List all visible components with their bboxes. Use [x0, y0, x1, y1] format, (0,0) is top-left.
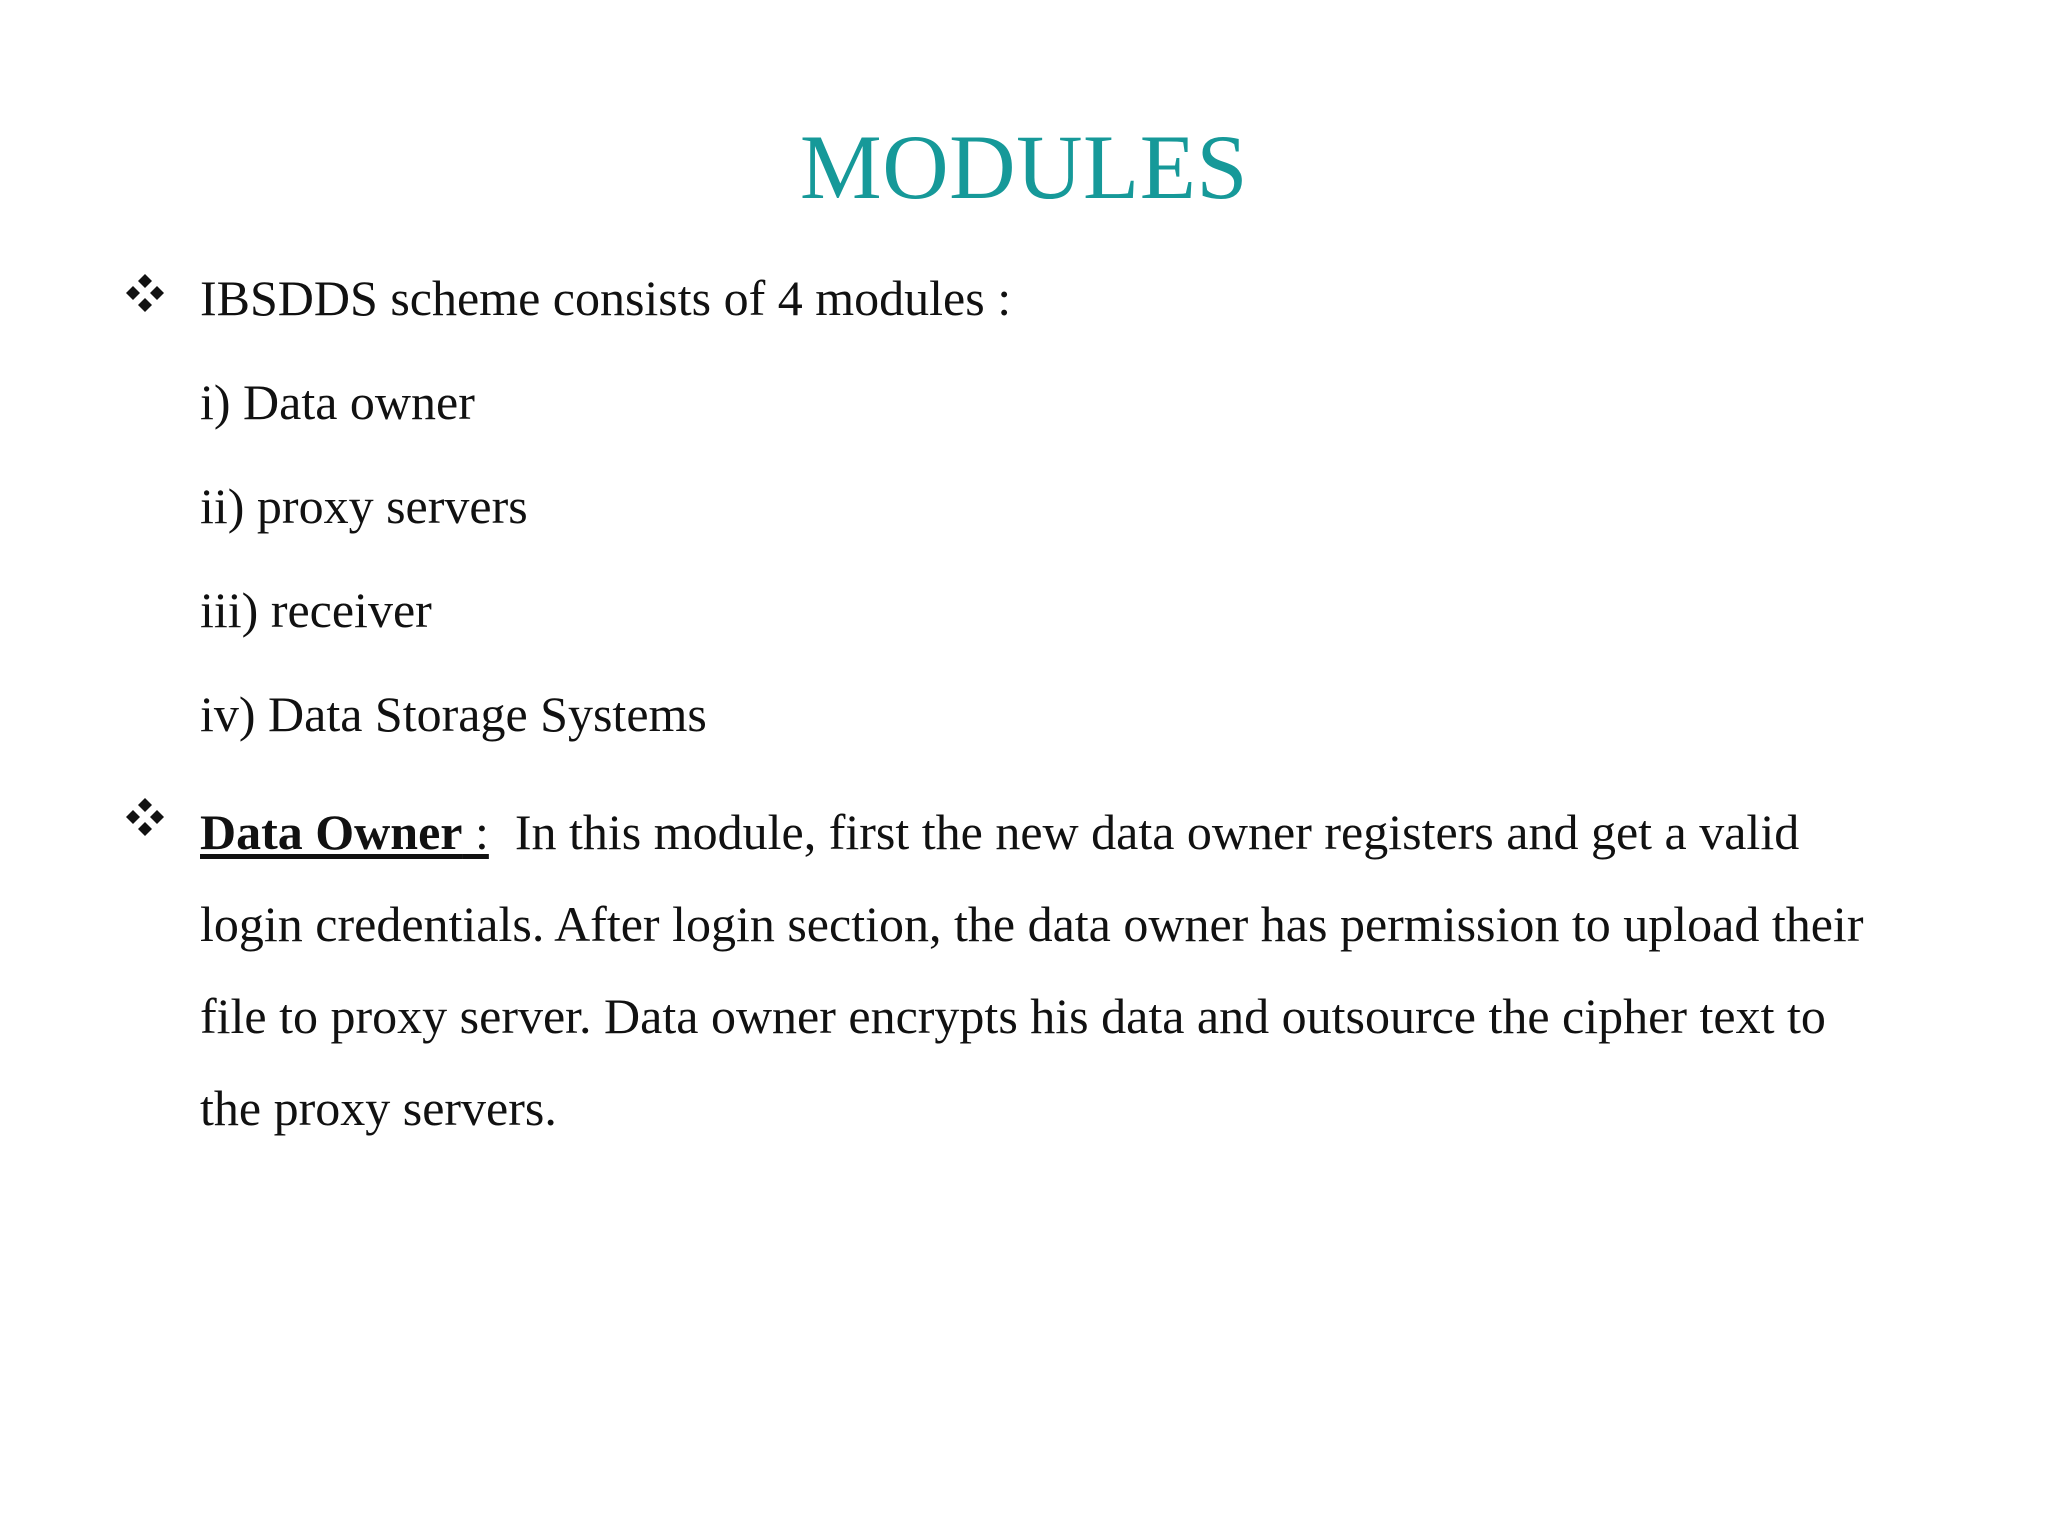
module-item-4: iv) Data Storage Systems [200, 686, 707, 742]
module-item-1: i) Data owner [200, 374, 475, 430]
paragraph-line-3: file to proxy server. Data owner encrypts his data and outsource the cipher text to [200, 988, 1826, 1044]
paragraph-line-2: login credentials. After login section, the data owner has permission to upload their [200, 896, 1864, 952]
module-item-2: ii) proxy servers [200, 478, 528, 534]
paragraph-line-4: the proxy servers. [200, 1080, 557, 1136]
bullet-intro-text: IBSDDS scheme consists of 4 modules : [200, 270, 1012, 326]
paragraph-line-1 [200, 786, 1920, 878]
diamond-bullet-icon [124, 796, 166, 838]
data-owner-paragraph [200, 786, 1920, 1154]
module-item-3: iii) receiver [200, 582, 432, 638]
paragraph-text-1: In this module, first the new data owner registers and get a valid [514, 804, 1800, 860]
diamond-bullet-icon [124, 272, 166, 314]
term-colon: : [462, 804, 489, 860]
slide-title: MODULES [799, 116, 1249, 218]
data-owner-term: Data Owner [200, 804, 463, 860]
